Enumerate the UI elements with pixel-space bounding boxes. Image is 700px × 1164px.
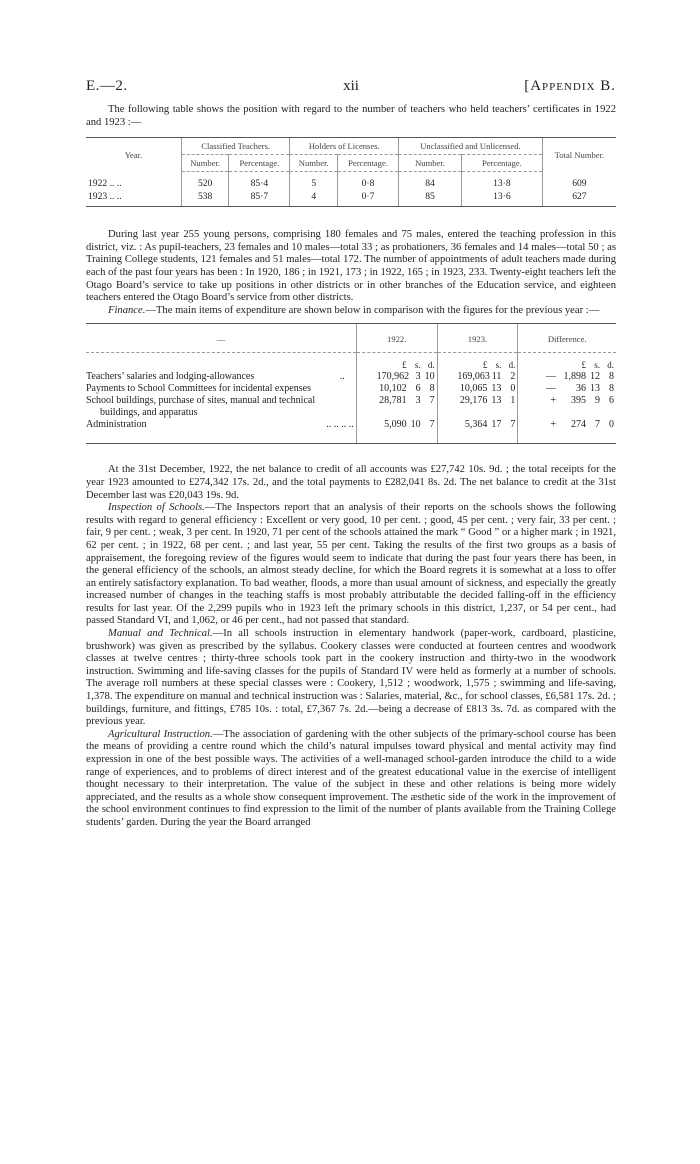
inspection-heading: Inspection of Schools. <box>108 502 205 514</box>
teachers-table <box>86 137 616 207</box>
col-year: Year. <box>86 138 181 172</box>
table-row: Payments to School Committees for incidental expenses 10,102 6 8 10,065 13 0 — 36 13 8 <box>86 383 614 395</box>
col-total: Total Number. <box>542 138 616 172</box>
header-page-number: xii <box>343 78 359 94</box>
header-left: E.—2. <box>86 78 128 94</box>
col-1923: 1923. <box>437 324 518 353</box>
sub-percentage: Percentage. <box>337 155 398 172</box>
col-item: — <box>86 324 356 353</box>
manual-paragraph: Manual and Technical.—In all schools instruction in elementary handwork (paper-work, cardboard, plasticine, brushwork) was given as prescribed by the syllabus. Cookery classes were conducted at fourteen centres and woodwork classes at twelve centres ; thirty-three schools took part in the cookery instruction and thirty-two in the woodwork instruction. Swimming and life-saving classes for the pupils of Standard IV were held as formerly at a number of schools. The average roll numbers at these special classes were : Cookery, 1,512 ; woodwork, 1,575 ; swimming and life-saving, 1,378. The expenditure on manual and technical instruction was : Salaries, material, &c., for school classes, £6,581 17s. 2d. ; buildings, furniture, and fittings, £785 10s. : total, £7,367 7s. 2d.—being a decrease of £813 3s. 7d. as compared with the previous year. <box>86 628 617 728</box>
table-row: School buildings, purchase of sites, manual and technical buildings, and apparatus 28,781 3 7 29,176 13 1 + 395 9 6 <box>86 395 614 419</box>
col-unclassified: Unclassified and Unlicensed. <box>399 138 543 155</box>
intro-paragraph: The following table shows the position with regard to the number of teachers who held teachers’ certificates in 1922 and 1923 :— <box>86 104 616 128</box>
agricultural-heading: Agricultural Instruction. <box>108 728 213 740</box>
manual-heading: Manual and Technical. <box>108 628 213 640</box>
sub-number: Number. <box>181 155 228 172</box>
finance-paragraph: Finance.—The main items of expenditure are shown below in comparison with the figures for the previous year :— <box>108 304 600 316</box>
unit-row: £ s. d. £ s. d. £ s. d. <box>86 353 616 372</box>
table-row: 1923 .. .. 538 85·7 4 0·7 85 13·6 627 <box>86 190 616 207</box>
finance-heading: Finance. <box>108 304 146 316</box>
table-row: 1922 .. .. 520 85·4 5 0·8 84 13·8 609 <box>86 172 616 191</box>
col-1922: 1922. <box>356 324 437 353</box>
agricultural-paragraph: Agricultural Instruction.—The association of gardening with the other subjects of the primary-school course has been the means of providing a centre round which the child’s natural impulses toward physical and mental activity may find expression in one of the best possible ways. The activities of a well-managed school-garden introduce the child to a wide range of experiences, and to problems of direct interest and of the greatest educational value in the exercise of intelligent thought necessary to their interpretation. The value of the subject in these and other relations is being more widely appreciated, and the results as a whole show consequent improvement. The æsthetic side of the work in the improvement of the school environment continues to find expression to the limit of the number of plants available from the Training College students’ garden. During the year the Board arranged <box>86 728 616 828</box>
entry-paragraph: During last year 255 young persons, comprising 180 females and 75 males, entered the teaching profession in this district, viz. : As pupil-teachers, 23 females and 10 males—total 33 ; as probationers, 36 females and 14 males—total 50 ; as Training College students, 121 females and 51 males—total 172. The number of appointments of adult teachers made during each of the past four years has been : In 1920, 186 ; in 1921, 173 ; in 1922, 165 ; in 1923, 233. Twenty-eight teachers left the Otago Board’s service to take up positions in other districts or in other branches of the Education service, and eighteen teachers entered the Otago Board’s service from other districts. <box>86 229 616 304</box>
table-row: Administration .. .. .. .. 5,090 10 7 5,364 17 7 + 274 7 0 <box>86 419 616 444</box>
finance-table <box>86 323 616 444</box>
balance-paragraph: At the 31st December, 1922, the net balance to credit of all accounts was £27,742 10s. 9d. ; the total receipts for the year 1923 amounted to £274,342 17s. 2d., and the total payments to £282,041 8s. 2d. The net balance to credit at the 31st December last was £20,043 19s. 9d. <box>86 464 616 501</box>
page-header <box>86 78 616 104</box>
col-classified: Classified Teachers. <box>181 138 290 155</box>
col-licenses: Holders of Licenses. <box>290 138 399 155</box>
sub-percentage: Percentage. <box>229 155 290 172</box>
table-row: Teachers’ salaries and lodging-allowances .. 170,962 3 10 169,063 11 2 — 1,898 12 8 <box>86 371 614 383</box>
document-page <box>86 78 616 830</box>
sub-number: Number. <box>399 155 462 172</box>
sub-number: Number. <box>290 155 337 172</box>
sub-percentage: Percentage. <box>461 155 542 172</box>
header-right: [Appendix B. <box>524 78 616 94</box>
col-difference: Difference. <box>518 324 616 353</box>
inspection-paragraph: Inspection of Schools.—The Inspectors report that an analysis of their reports on the schools shows the following results with regard to general efficiency : Excellent or very good, 10 per cent. ; good, 45 per cent. ; very fair, 33 per cent. ; fair, 9 per cent. ; weak, 3 per cent. In 1920, 71 per cent of the schools attained the mark “ Good ” or a higher mark ; in 1921, 62 per cent. ; in 1922, 68 per cent. ; and last year, 55 per cent. Taking the results of the first two groups as a basis of appraisement, the foregoing review of the figures would seem to indicate that during the past four years there has been, in the general efficiency of the schools, an almost steady decline, for which the Board regrets it is somewhat at a loss to offer an entirely satisfactory explanation. To bad weather, floods, a more than usual amount of sickness, and especially the greatly increased number of changes in the teaching staffs is most probably attributable the decided falling-off in the efficiency results for last year. Of the 2,299 pupils who in 1923 left the primary schools in this district, 1,237, or 54 per cent., had passed Standard VI, and 1,062, or 46 per cent., had not passed that standard. <box>86 502 616 627</box>
